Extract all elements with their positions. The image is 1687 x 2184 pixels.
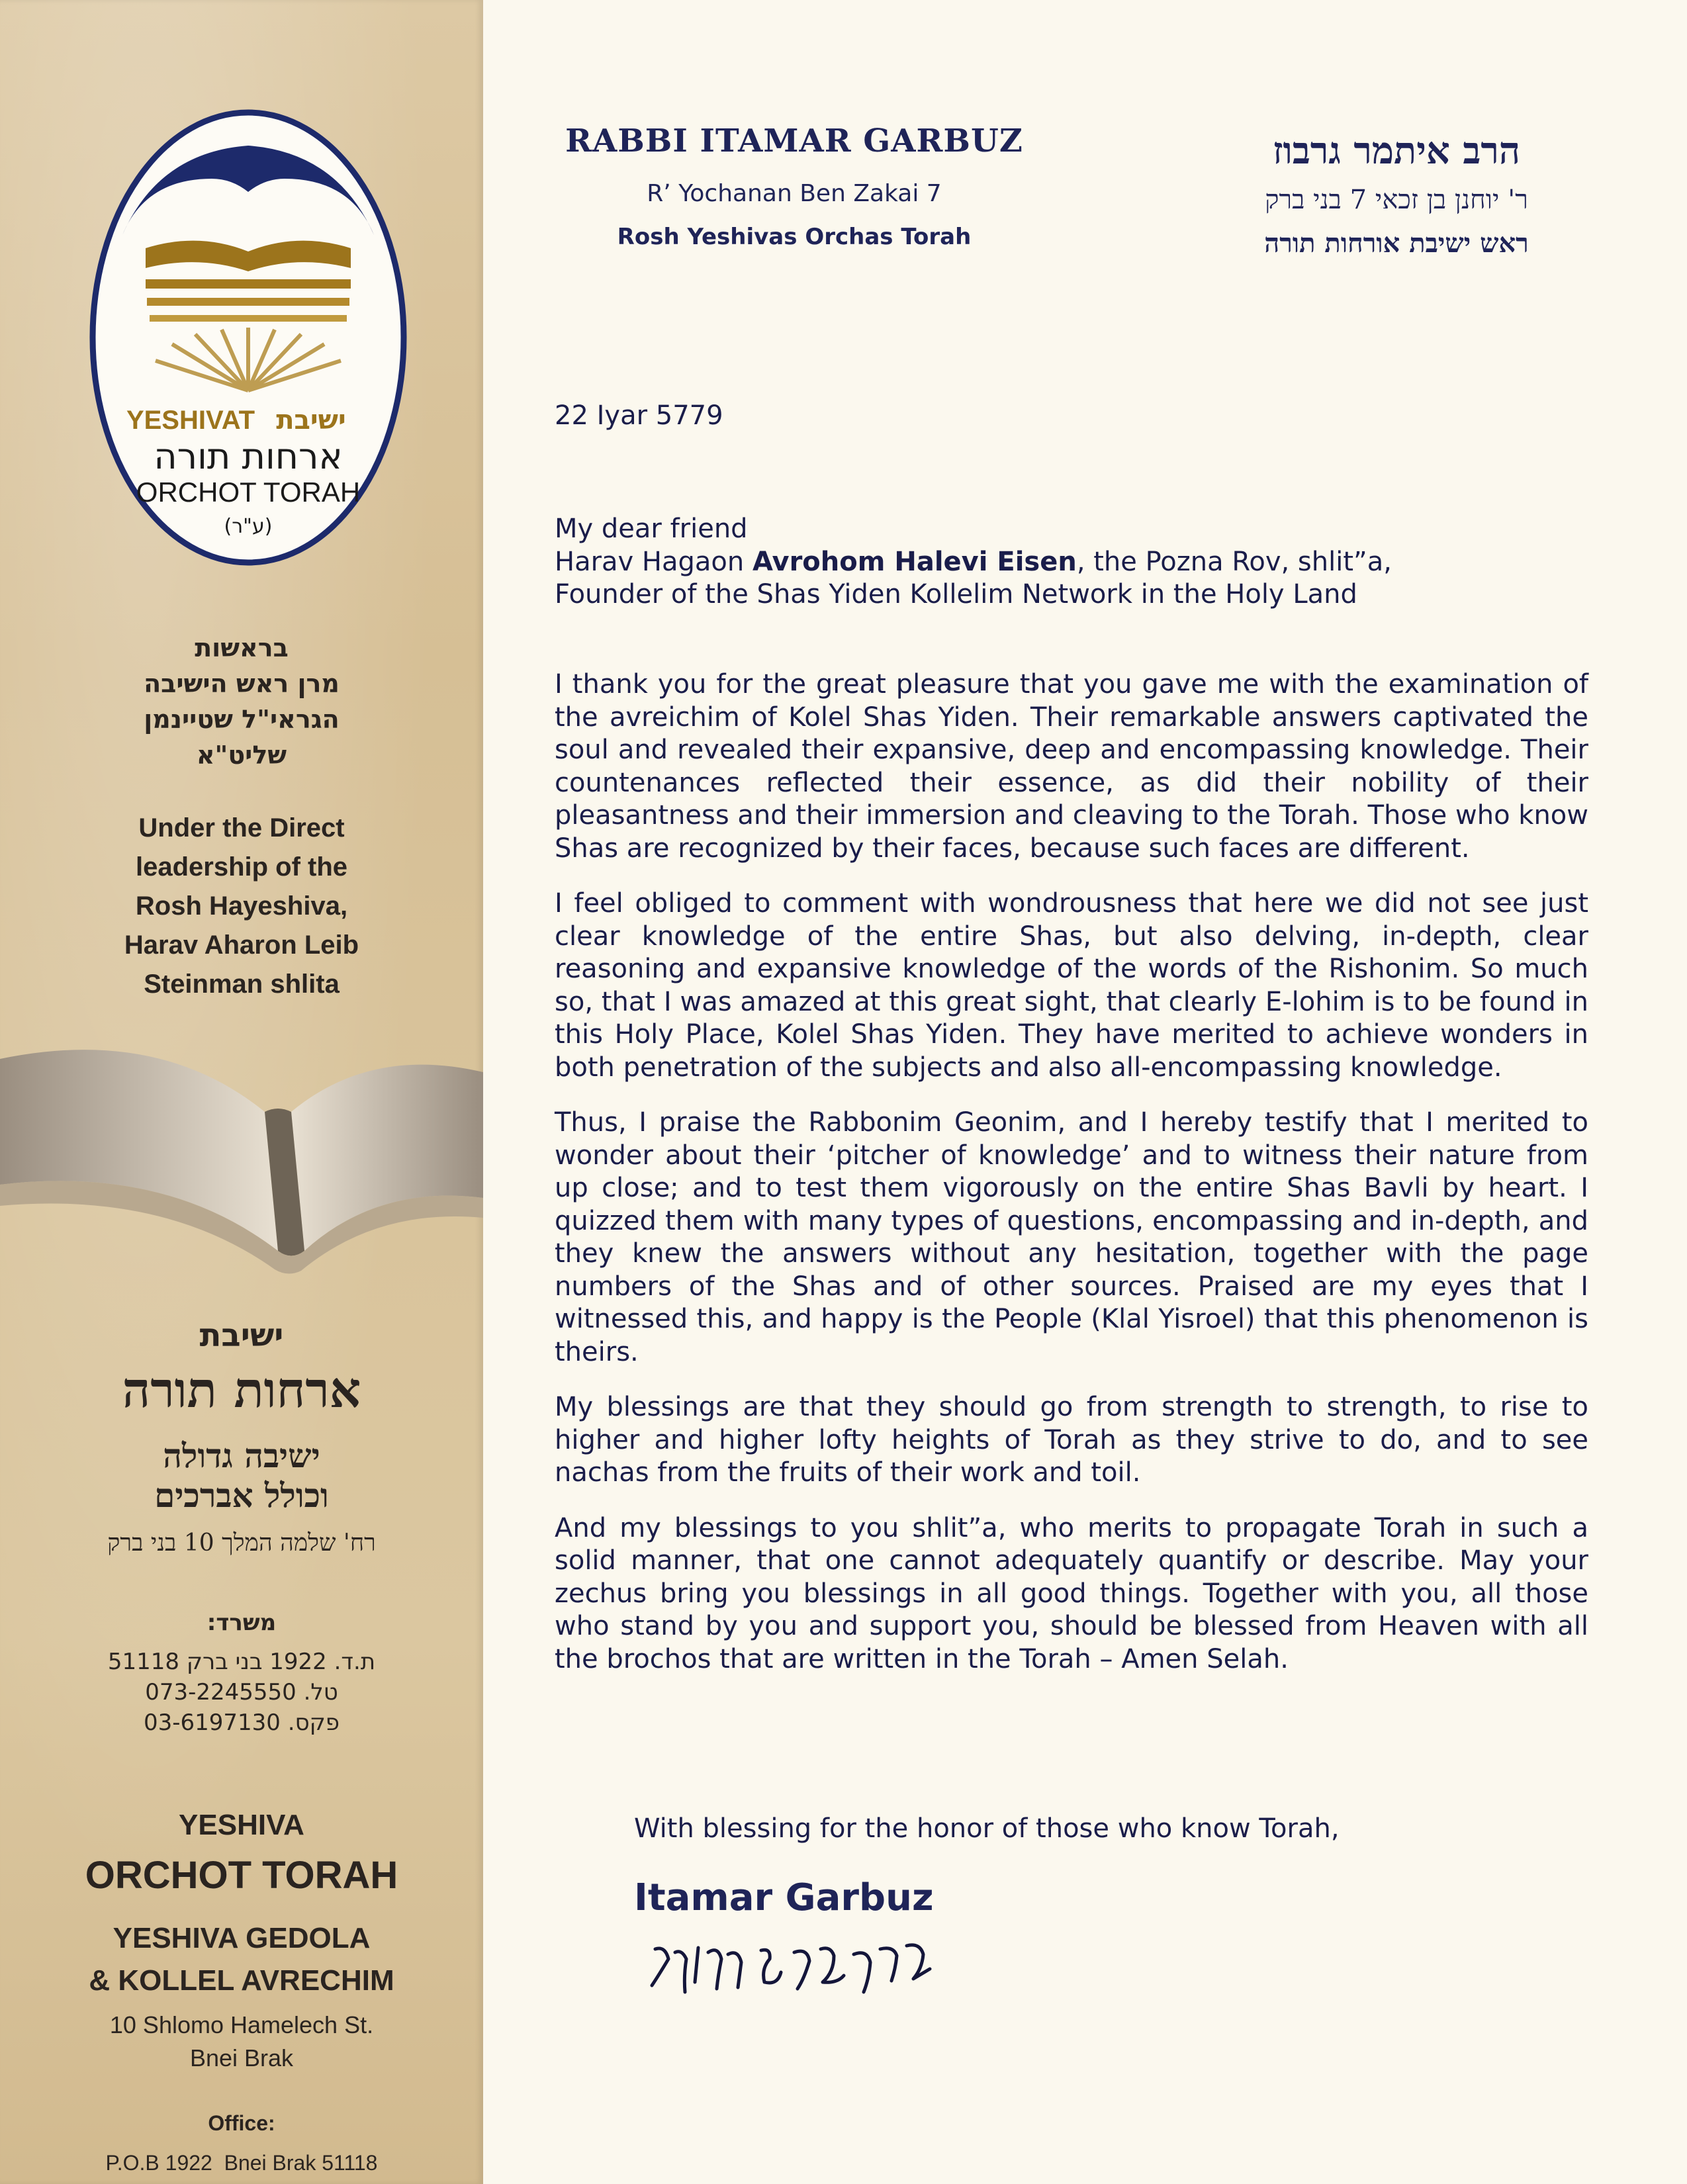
recipient-name: Avrohom Halevi Eisen [752, 546, 1077, 577]
letterhead-english-address: R’ Yochanan Ben Zakai 7 [647, 180, 942, 207]
sidebar-english-leadership [0, 809, 483, 1004]
open-book-illustration [0, 1032, 483, 1277]
salutation-line-3: Founder of the Shas Yiden Kollelim Network in the Holy Land [555, 579, 1357, 610]
sidebar-hebrew-sub [0, 1436, 483, 1516]
english-sub-line: YESHIVA GEDOLA [113, 1922, 371, 1954]
salutation-title: Harav Hagaon [555, 546, 752, 577]
letterhead-hebrew-role: ראש ישיבת אורחות תורה [1264, 228, 1529, 259]
hebrew-sub-line: וכולל אברכים [154, 1476, 329, 1515]
hebrew-leadership-line: שליט"א [196, 741, 287, 770]
logo-stripe-3 [150, 315, 347, 322]
logo-text-hebrew-main: ארחות תורה [154, 435, 343, 477]
hebrew-sub-line: ישיבה גדולה [163, 1436, 320, 1475]
english-sub-line: & KOLLEL AVRECHIM [89, 1964, 394, 1997]
logo-stripe-2 [147, 298, 349, 306]
english-address-line: 10 Shlomo Hamelech St. [109, 2011, 374, 2038]
hebrew-leadership-line: הגראי"ל שטיינמן [144, 705, 340, 734]
sidebar-hebrew-name-small: ישיבת [199, 1317, 284, 1354]
logo-text-registered: (ע"ר) [224, 515, 273, 538]
letter-body [555, 668, 1588, 1698]
salutation-line-1: My dear friend [555, 514, 748, 544]
letter-paragraph: My blessings are that they should go from strength to strength, to rise to higher and higher lofty heights of Torah as they strive to do, and to see nachas from the fruits of their work and toil. [555, 1392, 1588, 1488]
letter-paragraph: Thus, I praise the Rabbonim Geonim, and I hereby testify that I merited to wonder about their ‘pitcher of knowledge’ and to witness their nature from up close; and to test them vigorously on the entire Shas Bavli by heart. I quizzed them with many types of questions, encompassing and in-depth, and they knew the answers without any hesitation, together with the page numbers of the Shas and of other sources. Praised are my eyes that I witnessed this, and happy is the People (Klal Yisroel) that this phenomenon is theirs. [555, 1107, 1588, 1367]
handwritten-signature [645, 1929, 950, 2002]
hebrew-office-line: ת.ד. 1922 בני ברק 51118 [107, 1649, 376, 1675]
letter-closing: With blessing for the honor of those who know Torah, [634, 1813, 1340, 1844]
hebrew-office-line: פקס. 03-6197130 [143, 1709, 340, 1736]
hebrew-leadership-line: מרן ראש הישיבה [144, 669, 340, 698]
sidebar-english-office: P.O.B 1922 Bnei Brak 51118 [105, 2151, 378, 2175]
yeshiva-logo [86, 106, 410, 569]
sidebar-hebrew-address: רח' שלמה המלך 10 בני ברק [107, 1529, 376, 1557]
salutation-line-2 [555, 546, 1614, 579]
sidebar-hebrew-name-large: ארחות תורה [122, 1362, 361, 1419]
logo-text-orchot-torah: ORCHOT TORAH [136, 477, 361, 508]
letter-paragraph: And my blessings to you shlit”a, who merits to propagate Torah in such a solid manner, that one cannot adequately quantify or describe. May your zechus bring you blessings in all good things. Together with you, all those who stand by you and support you, should be blessed from Heaven with all the brochos that are written in the Torah – Amen Selah. [555, 1512, 1588, 1674]
hebrew-office-line: טל. 073-2245550 [145, 1679, 338, 1706]
salutation-suffix: , the Pozna Rov, shlit”a, [1076, 546, 1392, 577]
letter-paragraph: I thank you for the great pleasure that you gave me with the examination of the avreichim of Kolel Shas Yiden. Their remarkable answers captivated the soul and revealed their expansive, deep and encompassing knowledge. Their countenances reflected their essence, as did their nobility of their pleasantness and their immersion and cleaving to the Torah. Those who know Shas are recognized by their faces, because such faces are different. [555, 669, 1588, 864]
book-left-page [0, 1050, 278, 1251]
letter-paragraph: I feel obliged to comment with wondrousness that here we did not see just clear knowledge of the entire Shas, but also delving, in-depth, clear reasoning and expansive knowledge of the words of the Rishonim. So much so, that I was amazed at this great sight, that clearly E-lohim is to be found in this Holy Place, Kolel Shas Yiden. They have merited to achieve wonders in both penetration of the subjects and also all-encompassing knowledge. [555, 888, 1588, 1083]
sidebar-english-yeshiva: YESHIVA [179, 1809, 304, 1841]
english-leadership-line: Steinman shlita [144, 970, 340, 999]
sidebar-english-name: ORCHOT TORAH [85, 1854, 398, 1897]
english-leadership-line: leadership of the [135, 852, 348, 882]
sidebar-hebrew-office-label: משרד: [206, 1610, 277, 1636]
letterhead-hebrew-address: ר' יוחנן בן זכאי 7 בני ברק [1265, 185, 1528, 215]
letter-date: 22 Iyar 5779 [555, 400, 723, 431]
sidebar-english-sub [0, 1917, 483, 2002]
english-leadership-line: Harav Aharon Leib [124, 931, 359, 960]
letterhead-hebrew-name: הרב איתמר גרבוז [1272, 129, 1521, 173]
logo-text-yeshivat: YESHIVAT [126, 406, 255, 435]
english-leadership-line: Rosh Hayeshiva, [135, 891, 348, 921]
sidebar-english-address [0, 2009, 483, 2075]
sidebar-panel [0, 0, 483, 2184]
sidebar-hebrew-leadership [0, 630, 483, 773]
hebrew-leadership-line: בראשות [195, 633, 289, 662]
signature-name: Itamar Garbuz [634, 1876, 934, 1919]
letter-salutation [555, 513, 1614, 612]
sidebar-hebrew-office [0, 1647, 483, 1738]
logo-text-yeshivat-he: ישיבת [276, 405, 346, 435]
letterhead-english-role: Rosh Yeshivas Orchas Torah [617, 224, 972, 250]
english-leadership-line: Under the Direct [138, 813, 345, 842]
letterhead-english-name: RABBI ITAMAR GARBUZ [565, 122, 1023, 159]
logo-stripe-1 [146, 279, 351, 289]
english-address-line: Bnei Brak [189, 2044, 294, 2071]
sidebar-english-office-label: Office: [208, 2111, 275, 2135]
